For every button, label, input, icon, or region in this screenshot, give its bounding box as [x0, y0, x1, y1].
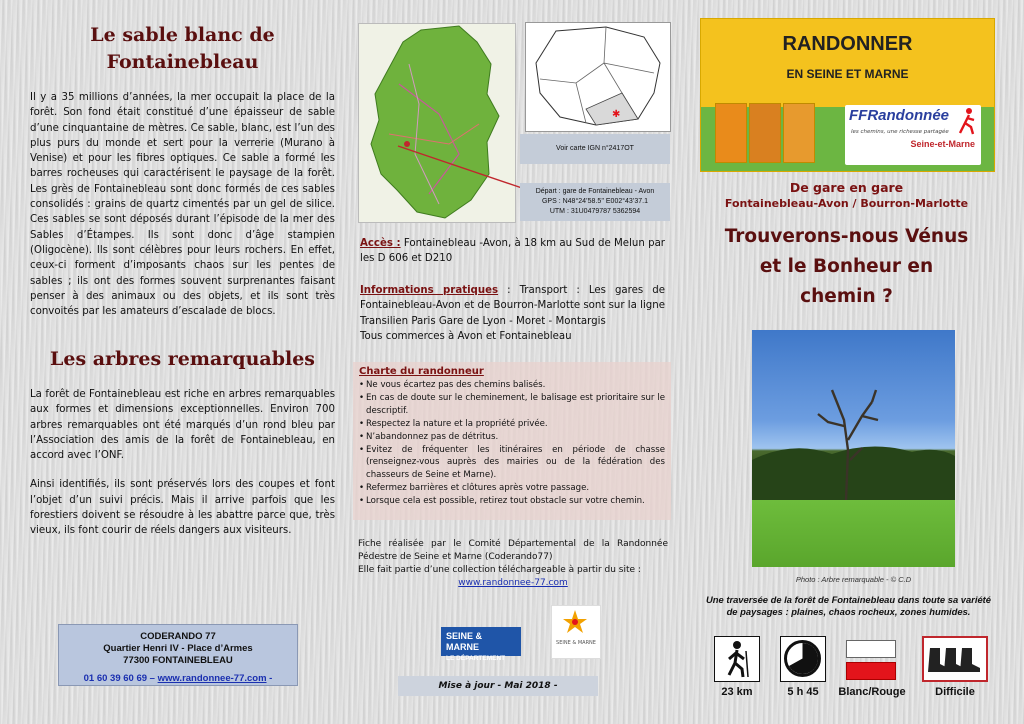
photo-caption: Photo : Arbre remarquable - © C.D	[795, 575, 912, 584]
fiche-site-link[interactable]: www.randonnee-77.com	[458, 578, 568, 588]
hiker-logo-icon	[957, 107, 977, 135]
sable-title-line2: Fontainebleau	[106, 51, 259, 73]
balisage-label: Blanc/Rouge	[838, 686, 906, 698]
acces-label: Accès :	[360, 238, 401, 249]
arbres-text-1: La forêt de Fontainebleau est riche en arbres remarquables aux formes et dimensions exceptionnelles. Environ 700 arbres remarquables ont été marqués d’un rond bleu par l’Association des amis de la forêt de Fontainebleau, en accord avec l’ONF.	[30, 389, 335, 462]
acces-section	[360, 236, 665, 267]
ign-map-caption: Voir carte IGN n°2417OT	[520, 134, 670, 164]
hike-title-line: Trouverons-nous Vénus	[724, 226, 969, 247]
gps-coords: GPS : N48°24’58.5’’ E002°43’37.1	[541, 198, 648, 205]
charte-list	[359, 379, 665, 508]
route-line-1: De gare en gare	[789, 180, 904, 195]
infos-text: : Transport : Les gares de Fontainebleau-Avon et de Bourron-Marlotte sont sur la ligne Transilien Paris Gare de Lyon - Moret - Montargis	[360, 285, 665, 327]
charte-item: • En cas de doute sur le cheminement, le balisage est prioritaire sur le descriptif.	[359, 392, 665, 418]
hike-title-line: et le Bonheur en	[759, 256, 934, 277]
contact-address-1: Quartier Henri IV - Place d’Armes	[103, 643, 253, 654]
star-icon	[552, 606, 598, 636]
dead-tree-image	[752, 330, 955, 567]
hike-title	[700, 222, 993, 312]
boots-icon	[922, 636, 988, 682]
ffr-dept: Seine-et-Marne	[910, 139, 975, 149]
contact-trail: -	[266, 673, 273, 684]
contact-line	[59, 673, 297, 685]
left-panel	[0, 0, 345, 724]
duration-label: 5 h 45	[787, 686, 819, 698]
arbres-title: Les arbres remarquables	[50, 348, 315, 370]
guidebook-image	[749, 103, 781, 163]
hiker-icon	[714, 636, 760, 682]
arbres-text-2: Ainsi identifiés, ils sont préservés lors des coupes et font l’objet d’un suivi précis. Mais il arrive parfois que les forestiers doivent se résoudre à les abattre parce que, très vieux, ils font courir de réels dangers aux visiteurs.	[30, 479, 335, 537]
banner-subtitle: EN SEINE ET MARNE	[786, 67, 909, 81]
clock-icon	[780, 636, 826, 682]
difficulty-label: Difficile	[935, 686, 975, 698]
sable-text: Il y a 35 millions d’années, la mer occupait la place de la forêt. Son fond était constitué d’une épaisseur de sable d’une cinquantaine de mètres. Ce sable, blanc, est l’un des plus purs du monde et sert pour la verrerie (Murano à Venise) et pour les fibres optiques. Ce sable a formé les barres rocheuses qui caractérisent le paysage de la forêt. Les grès de Fontainebleau sont donc formés de ces sables consolidés : grains de quartz cimentés par un gel de silice. Ces sables se sont déposés durant l’épisode de la mer des Sables d’Étampes. Ils sont donc d’âge stampien (Oligocène). Ils sont célèbres pour leurs rochers. En effet, ceux-ci forment d’imposants chaos sur les pentes de sables ; ils ont des formes souvent surprenantes faisant penser à des animaux ou des objets, et ils sont très convoités par les amateurs d’escalade de blocs.	[30, 92, 335, 318]
seine-marne-logo	[441, 627, 521, 662]
contact-box	[58, 624, 298, 686]
hike-title-line: chemin ?	[800, 286, 893, 307]
charte-item: • Ne vous écartez pas des chemins balisés.	[359, 379, 665, 392]
arrow-to-start	[390, 140, 530, 200]
gps-box	[520, 183, 670, 221]
gps-utm: UTM : 31U0479787 5362594	[549, 208, 641, 215]
fiche-text-2: Elle fait partie d’une collection téléchargeable à partir du site :	[358, 565, 641, 575]
section-sable	[30, 22, 335, 319]
fiche-text: Fiche réalisée par le Comité Départemental de la Randonnée Pédestre de Seine et Marne (Coderando77)	[358, 539, 668, 562]
distance-label: 23 km	[721, 686, 753, 698]
infos-label: Informations pratiques	[360, 285, 499, 296]
fiche-section	[358, 538, 668, 590]
update-date: Mise à jour - Mai 2018 -	[398, 676, 598, 696]
charte-item: • Refermez barrières et clôtures après votre passage.	[359, 482, 665, 495]
marking-white	[846, 640, 896, 658]
contact-phone: 01 60 39 60 69 –	[83, 673, 155, 684]
ffr-tagline: les chemins, une richesse partagée	[851, 129, 949, 135]
gps-start: Départ : gare de Fontainebleau - Avon	[535, 188, 655, 195]
seine-marne-logo-line2: LE DÉPARTEMENT	[446, 655, 506, 662]
ffrandonnee-logo	[845, 105, 981, 165]
region-map-svg	[526, 23, 668, 129]
section-arbres	[30, 346, 335, 539]
route-line-2: Fontainebleau-Avon / Bourron-Marlotte	[724, 197, 969, 210]
charte-item: • Respectez la nature et la propriété privée.	[359, 418, 665, 431]
charte-box	[353, 362, 671, 520]
ffr-name: FFRandonnée	[849, 107, 949, 124]
stats-bar	[700, 636, 1000, 706]
charte-item: • Evitez de fréquenter les itinéraires en période de chasse (renseignez-vous auprès des mairies ou de la fédération des chasseurs de Seine et Marne).	[359, 444, 665, 483]
star-logo	[551, 605, 601, 659]
charte-item: • N’abandonnez pas de détritus.	[359, 431, 665, 444]
tree-photo	[752, 330, 955, 567]
seine-marne-logo-line1: SEINE & MARNE	[446, 631, 483, 652]
sable-title-line1: Le sable blanc de	[90, 24, 275, 46]
charte-item: • Lorsque cela est possible, retirez tout obstacle sur votre chemin.	[359, 495, 665, 508]
banner-title: RANDONNER	[782, 33, 913, 55]
region-map	[525, 22, 671, 132]
contact-name: CODERANDO 77	[140, 631, 216, 642]
hike-description: Une traversée de la forêt de Fontainebleau dans toute sa variété de paysages : plaines, chaos rocheux, zones humides.	[706, 594, 991, 617]
svg-text:✱: ✱	[612, 109, 621, 120]
infos-text-2: Tous commerces à Avon et Fontainebleau	[360, 330, 572, 342]
banner	[700, 18, 995, 172]
star-logo-text: SEINE & MARNE	[556, 640, 596, 646]
acces-text: Fontainebleau -Avon, à 18 km au Sud de Melun par les D 606 et D210	[360, 238, 665, 265]
charte-title: Charte du randonneur	[359, 366, 484, 377]
guidebook-image	[783, 103, 815, 163]
guidebook-image	[715, 103, 747, 163]
contact-address-2: 77300 FONTAINEBLEAU	[123, 655, 233, 666]
contact-site-link[interactable]: www.randonnee-77.com	[157, 673, 267, 684]
marking-red	[846, 662, 896, 680]
infos-section	[360, 283, 665, 344]
